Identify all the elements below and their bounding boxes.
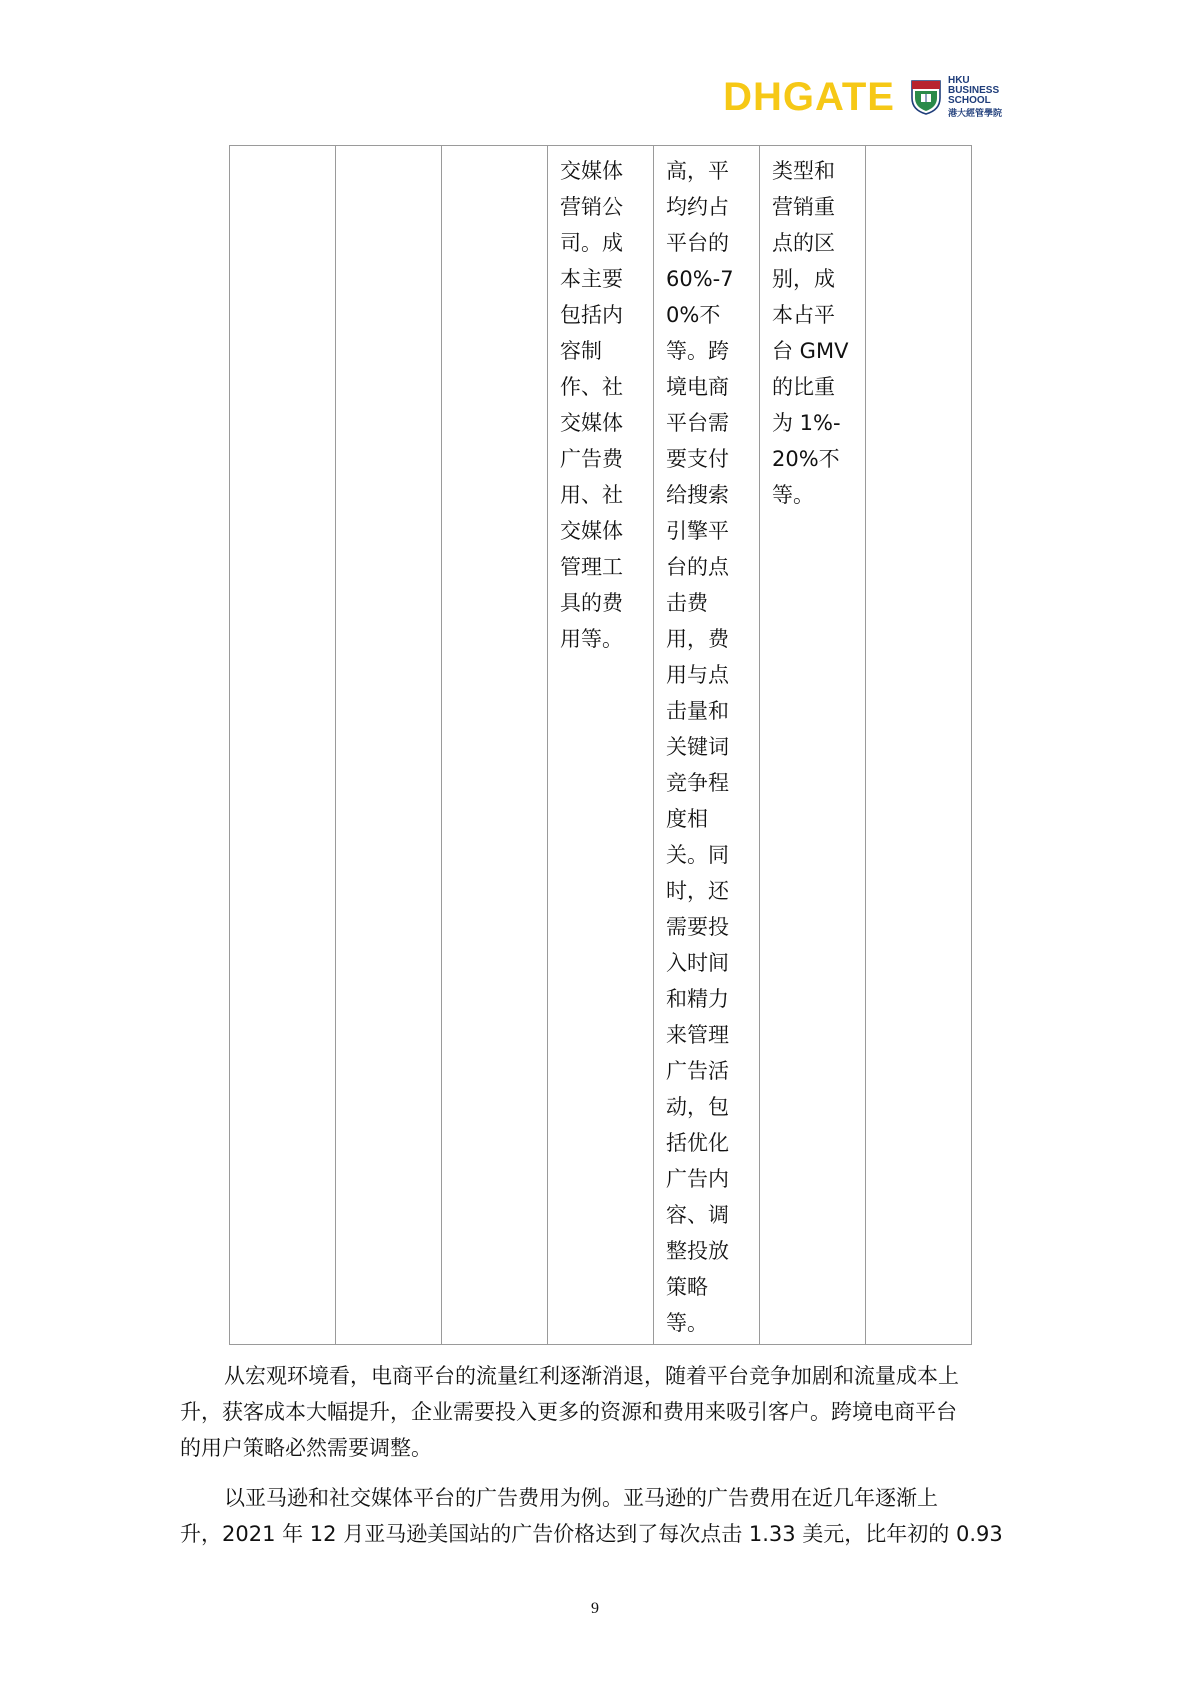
paragraph-line: 以亚马逊和社交媒体平台的广告费用为例。亚马逊的广告费用在近几年逐渐上 — [224, 1486, 938, 1510]
hku-business-school-logo — [909, 76, 1002, 118]
table-cell — [442, 146, 548, 1345]
hku-logo-cn: 港大經管學院 — [947, 108, 1002, 118]
paragraph-line: 的用户策略必然需要调整。 — [180, 1436, 432, 1460]
table-cell — [230, 146, 336, 1345]
paragraph-line: 升，2021 年 12 月亚马逊美国站的广告价格达到了每次点击 1.33 美元，比年初的 0.93 — [180, 1522, 1003, 1546]
body-paragraph-2 — [180, 1480, 1010, 1552]
body-paragraph-1 — [180, 1358, 1010, 1466]
paragraph-line: 从宏观环境看，电商平台的流量红利逐渐消退，随着平台竞争加剧和流量成本上 — [224, 1364, 959, 1388]
table-cell — [336, 146, 442, 1345]
page-number: 9 — [591, 1600, 599, 1617]
continued-table — [229, 145, 972, 1345]
paragraph-line: 升，获客成本大幅提升，企业需要投入更多的资源和费用来吸引客户。跨境电商平台 — [180, 1400, 957, 1424]
hku-crest-icon — [909, 78, 943, 116]
cell-text-6: 类型和营销重点的区别，成本占平台 GMV 的比重为 1%-20%不等。 — [772, 159, 849, 507]
hku-logo-line3: SCHOOL — [947, 95, 991, 106]
dhgate-logo: DHGATE — [723, 75, 895, 119]
hku-logo-line2: BUSINESS — [947, 85, 1000, 96]
page-header — [723, 76, 1002, 118]
cell-text-4: 交媒体营销公司。成本主要包括内容制作、社交媒体广告费用、社交媒体管理工具的费用等。 — [560, 159, 623, 651]
cell-text-5: 高，平均约占平台的60%-70%不等。跨境电商平台需要支付给搜索引擎平台的点击费用，费用与点击量和关键词竞争程度相关。同时，还需要投入时间和精力来管理广告活动，包括优化广告内容、调整投放策略等。 — [666, 159, 734, 1335]
table-cell — [654, 146, 760, 1345]
hku-logo-line1: HKU — [947, 75, 970, 86]
table-cell — [866, 146, 972, 1345]
table-cell — [760, 146, 866, 1345]
table-row — [230, 146, 972, 1345]
table-cell — [548, 146, 654, 1345]
